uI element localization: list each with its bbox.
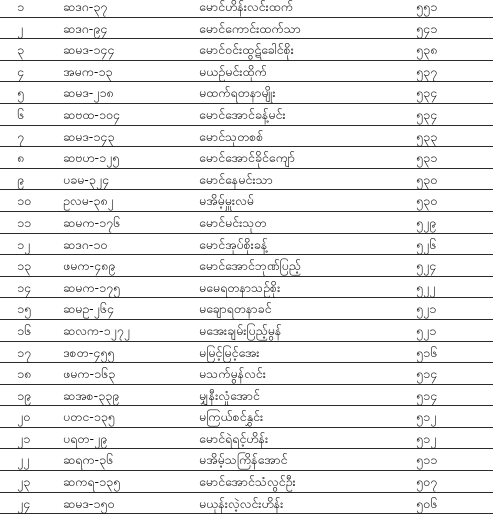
- total-marks: ၅၁၁: [416, 452, 438, 468]
- total-marks: ၅၂၁: [416, 322, 437, 338]
- row-number: ၅: [17, 85, 25, 101]
- table-row: [0, 0, 493, 18]
- roll-number: ပရတ-၂၉: [63, 430, 108, 446]
- table-row: [0, 104, 493, 126]
- table-row: [0, 428, 493, 450]
- table-row: [0, 61, 493, 83]
- row-number: ၁၂: [17, 236, 31, 252]
- roll-number: ဆမက-၁၇၅: [63, 279, 121, 295]
- row-number: ၄: [17, 63, 25, 79]
- roll-number: ဆမဒ-၁၄၃: [63, 128, 115, 144]
- student-name: မချောရတနာခင်: [199, 301, 272, 317]
- student-name: မကြယ်စင်နွှင်း: [199, 409, 264, 425]
- total-marks: ၅၀၇: [416, 474, 438, 490]
- student-name: မအိမ့်သကြိန်အောင်: [199, 452, 288, 468]
- total-marks: ၅၁၆: [416, 344, 438, 360]
- total-marks: ၅၃၄: [416, 85, 438, 101]
- row-number: ၂၄: [17, 495, 31, 511]
- student-name: မောင်သုတစစ်: [199, 128, 264, 144]
- roll-number: ဆမဒ-၁၄၄: [63, 42, 115, 58]
- row-number: ၁၅: [17, 301, 32, 317]
- row-number: ၁၈: [17, 366, 32, 382]
- roll-number: ပတင-၁၃၅: [63, 409, 115, 425]
- table-row: [0, 82, 493, 104]
- row-number: ၂၁: [17, 430, 31, 446]
- student-name: မျှနီးလှုံအောင်: [199, 387, 260, 403]
- student-name: မောင်မင်းသုတ: [199, 214, 267, 230]
- total-marks: ၅၁၂: [416, 430, 437, 446]
- student-name: မသက်မွန်လင်း: [199, 366, 266, 382]
- total-marks: ၅၃၃: [416, 128, 438, 144]
- total-marks: ၅၁၄: [416, 366, 438, 382]
- table-row: [0, 471, 493, 493]
- student-name: မောင်ဝင်းထွဋ်ခေါင်စိုး: [199, 42, 294, 58]
- student-name: မောင်နေမင်းသာ: [199, 171, 273, 187]
- roll-number: ပခမ-၃၂၄: [63, 171, 110, 187]
- roll-number: ဆလက-၁၂၇၂: [63, 322, 130, 338]
- student-name: မမေရတနာသဉ်စိုး: [199, 279, 281, 295]
- student-name: မောင်ရဲရင့်ဟိန်း: [199, 430, 269, 446]
- student-name: မောင်အောင်ခိုင်ကျော်: [199, 150, 295, 166]
- table-row: [0, 277, 493, 299]
- table-row: [0, 493, 493, 514]
- roll-number: ဆကရ-၁၃၅: [63, 474, 121, 490]
- total-marks: ၅၂၉: [416, 214, 437, 230]
- table-row: [0, 449, 493, 471]
- row-number: ၁၉: [17, 387, 32, 403]
- student-name: မယုန်းလဲ့လင်းဟိန်း: [199, 495, 284, 511]
- total-marks: ၅၃၄: [416, 106, 438, 122]
- student-name: မောင်အုပ်စိုးခန့်: [199, 236, 268, 252]
- table-row: [0, 18, 493, 40]
- row-number: ၁၁: [17, 214, 32, 230]
- total-marks: ၅၃၈: [416, 42, 438, 58]
- student-name: မောင်ကောင်းထက်သာ: [199, 20, 301, 36]
- table-row: [0, 190, 493, 212]
- total-marks: ၅၅၁: [416, 0, 438, 14]
- row-number: ၃: [17, 42, 25, 58]
- total-marks: ၅၂၆: [416, 236, 437, 252]
- total-marks: ၅၀၆: [416, 495, 438, 511]
- total-marks: ၅၂၁: [416, 301, 437, 317]
- row-number: ၁၃: [17, 258, 32, 274]
- total-marks: ၅၄၁: [416, 20, 438, 36]
- table-row: [0, 126, 493, 148]
- student-name: မောင်အောင်ဘုဏ်ပြည့်: [199, 258, 301, 274]
- total-marks: ၅၃၀: [416, 193, 438, 209]
- table-row: [0, 298, 493, 320]
- student-name: မအိမ့်မှူးလမ်: [199, 193, 254, 209]
- row-number: ၆: [17, 106, 25, 122]
- roll-number: ဖမက-၁၆၃: [63, 366, 116, 382]
- row-number: ၉: [17, 171, 25, 187]
- table-row: [0, 234, 493, 256]
- roll-number: ဆမဒ-၁၅၀: [63, 495, 115, 511]
- total-marks: ၅၁၄: [416, 387, 438, 403]
- row-number: ၈: [17, 150, 25, 166]
- table-row: [0, 320, 493, 342]
- row-number: ၁: [17, 0, 25, 14]
- table-row: [0, 212, 493, 234]
- roll-number: ဆမဥ-၂၆၄: [63, 301, 114, 317]
- table-row: [0, 39, 493, 61]
- roll-number: ဆဒဂ-၁၀: [63, 236, 108, 252]
- roll-number: ဆဗထ-၁၀၄: [63, 106, 120, 122]
- roll-number: ဒစတ-၄၅၅: [63, 344, 115, 360]
- table-row: [0, 342, 493, 364]
- row-number: ၂၀: [17, 409, 31, 425]
- total-marks: ၅၁၂: [416, 409, 437, 425]
- total-marks: ၅၂၄: [416, 258, 437, 274]
- table-row: [0, 363, 493, 385]
- roll-number: ဆအစ-၃၃၉: [63, 387, 120, 403]
- roll-number: ဆမဒ-၂၁၈: [63, 85, 114, 101]
- roll-number: ဆမက-၁၇၆: [63, 214, 121, 230]
- row-number: ၂၃: [17, 474, 31, 490]
- row-number: ၂၂: [17, 452, 30, 468]
- roll-number: ဥလမ-၃၈၂: [63, 193, 114, 209]
- row-number: ၁၀: [17, 193, 32, 209]
- total-marks: ၅၃၀: [416, 171, 438, 187]
- student-name: မယဉ်မင်းထိုက်: [199, 63, 267, 79]
- student-name: မထက်ရတနာမျိုး: [199, 85, 276, 101]
- roll-number: ဆဗဟ-၁၂၅: [63, 150, 120, 166]
- student-name: မောင်အောင်ခန့်မင်း: [199, 106, 286, 122]
- roll-number: ဆဒဂ-၃၇: [63, 0, 108, 14]
- table-row: [0, 406, 493, 428]
- student-name: မအေးချမ်းပြည့်မွန်: [199, 322, 282, 338]
- row-number: ၂: [17, 20, 24, 36]
- row-number: ၁၇: [17, 344, 32, 360]
- roll-number: ဆဒဂ-၉၄: [63, 20, 108, 36]
- total-marks: ၅၃၁: [416, 150, 438, 166]
- student-name: မောင်အောင်သံလွင်ဦး: [199, 474, 296, 490]
- row-number: ၇: [17, 128, 25, 144]
- student-name: မောင်ဟိန်းလင်းထက်: [199, 0, 294, 14]
- roll-number: ဆရက-၃၆: [63, 452, 114, 468]
- table-row: [0, 255, 493, 277]
- total-marks: ၅၂၂: [416, 279, 436, 295]
- roll-number: ဖမက-၄၈၉: [63, 258, 116, 274]
- table-row: [0, 169, 493, 191]
- row-number: ၁၆: [17, 322, 32, 338]
- row-number: ၁၄: [17, 279, 32, 295]
- table-row: [0, 385, 493, 407]
- total-marks: ၅၃၇: [416, 63, 438, 79]
- table-row: [0, 147, 493, 169]
- roll-number: အမက-၁၃: [63, 63, 113, 79]
- student-name: မမြင့်မြင့်အေး: [199, 344, 260, 360]
